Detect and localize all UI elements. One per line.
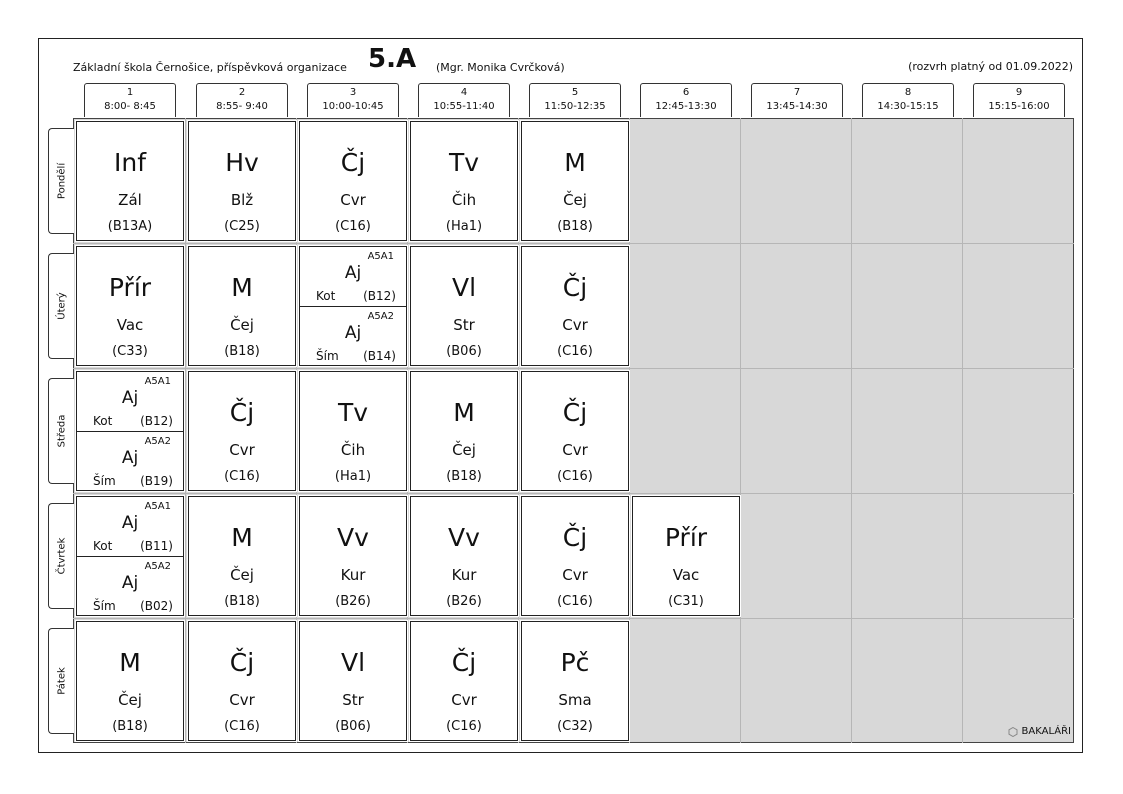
validity-note: (rozvrh platný od 01.09.2022) (908, 60, 1073, 73)
lesson-cell (188, 621, 296, 741)
lesson-cell (521, 246, 629, 366)
period-header-6 (640, 83, 732, 117)
period-number: 2 (238, 87, 246, 98)
room: (C31) (668, 594, 704, 609)
room: (C33) (112, 344, 148, 359)
period-time: 13:45-14:30 (766, 101, 828, 112)
grid-hline (73, 618, 1074, 619)
period-time: 10:55-11:40 (433, 101, 495, 112)
lesson-cell (632, 496, 740, 616)
teacher: Sma (558, 691, 592, 709)
group-lesson (77, 557, 183, 616)
school-name: Základní škola Černošice, příspěvková organizace (73, 61, 347, 74)
lesson-cell (410, 121, 518, 241)
period-number: 6 (682, 87, 690, 98)
period-number: 1 (126, 87, 134, 98)
teacher: Zál (118, 191, 142, 209)
teacher: Kot (93, 414, 113, 428)
subject: Vv (448, 523, 480, 552)
group-lesson (300, 247, 406, 307)
period-time: 10:00-10:45 (322, 101, 384, 112)
subject: Čj (451, 648, 477, 677)
lesson-cell (410, 496, 518, 616)
hexagon-icon (1008, 727, 1018, 737)
room: (C16) (557, 594, 593, 609)
day-name: Úterý (56, 292, 67, 320)
period-header-5 (529, 83, 621, 117)
grid-vline (740, 118, 741, 743)
class-title: 5.A (368, 44, 417, 74)
bakalari-logo (1008, 726, 1071, 737)
teacher: Cvr (451, 691, 477, 709)
period-header-4 (418, 83, 510, 117)
day-name: Středa (56, 414, 67, 448)
teacher: Kur (451, 566, 477, 584)
lesson-cell (299, 121, 407, 241)
room: (B18) (224, 344, 260, 359)
grid-hline (73, 493, 1074, 494)
period-header-9 (973, 83, 1065, 117)
subject: Vl (340, 648, 366, 677)
room: (Ha1) (334, 469, 372, 484)
period-time: 11:50-12:35 (544, 101, 606, 112)
room: (B13A) (107, 219, 153, 234)
lesson-cell (188, 121, 296, 241)
room: (C16) (224, 719, 260, 734)
teacher: Kur (340, 566, 366, 584)
subject: Tv (337, 398, 369, 427)
grid-vline (629, 118, 630, 743)
teacher: Čih (340, 441, 366, 459)
period-number: 9 (1015, 87, 1023, 98)
period-number: 5 (571, 87, 579, 98)
subject: Inf (113, 148, 147, 177)
grid-vline (518, 118, 519, 743)
group-lesson (77, 432, 183, 491)
subject: Čj (562, 398, 588, 427)
lesson-cell (299, 246, 407, 366)
room: (B19) (140, 474, 173, 488)
day-name: Čtvrtek (56, 537, 67, 575)
lesson-cell (410, 621, 518, 741)
lesson-cell (521, 121, 629, 241)
teacher: Čej (452, 441, 476, 459)
period-time: 8:55- 9:40 (216, 101, 268, 112)
subject: Aj (121, 513, 139, 533)
day-label-5 (48, 628, 74, 734)
room: (C25) (224, 219, 260, 234)
lesson-cell (76, 371, 184, 491)
period-number: 3 (349, 87, 357, 98)
teacher: Kot (93, 539, 113, 553)
teacher: Str (342, 691, 364, 709)
group-code: A5A2 (144, 436, 171, 447)
room: (B18) (557, 219, 593, 234)
logo-text: BAKALÁŘI (1021, 726, 1071, 737)
teacher: Vac (672, 566, 700, 584)
room: (B26) (446, 594, 482, 609)
lesson-cell (188, 496, 296, 616)
teacher: Cvr (562, 316, 588, 334)
room: (B14) (363, 349, 396, 363)
lesson-cell (299, 496, 407, 616)
room: (B18) (112, 719, 148, 734)
subject: Aj (344, 263, 362, 283)
room: (B06) (335, 719, 371, 734)
teacher: Kot (316, 289, 336, 303)
teacher: Cvr (562, 566, 588, 584)
lesson-cell (188, 371, 296, 491)
teacher: Čej (563, 191, 587, 209)
subject: Čj (562, 523, 588, 552)
teacher: Cvr (562, 441, 588, 459)
subject: M (453, 398, 475, 427)
room: (Ha1) (445, 219, 483, 234)
room: (B12) (140, 414, 173, 428)
subject: M (231, 273, 253, 302)
period-header-1 (84, 83, 176, 117)
teacher: Cvr (229, 691, 255, 709)
grid-vline (962, 118, 963, 743)
room: (B18) (446, 469, 482, 484)
subject: Čj (229, 648, 255, 677)
subject: Přír (108, 273, 152, 302)
period-number: 4 (460, 87, 468, 98)
period-time: 14:30-15:15 (877, 101, 939, 112)
room: (C16) (224, 469, 260, 484)
group-code: A5A1 (367, 251, 394, 262)
group-lesson (300, 307, 406, 366)
group-lesson (77, 372, 183, 432)
room: (B18) (224, 594, 260, 609)
group-code: A5A2 (367, 311, 394, 322)
teacher: Ším (93, 599, 116, 613)
day-label-1 (48, 128, 74, 234)
room: (B11) (140, 539, 173, 553)
group-code: A5A1 (144, 376, 171, 387)
lesson-cell (410, 371, 518, 491)
day-label-4 (48, 503, 74, 609)
period-time: 12:45-13:30 (655, 101, 717, 112)
lesson-cell (76, 496, 184, 616)
teacher: Čej (230, 566, 254, 584)
lesson-cell (76, 621, 184, 741)
grid-hline (73, 243, 1074, 244)
teacher: Ším (316, 349, 339, 363)
teacher: Ším (93, 474, 116, 488)
subject: Čj (562, 273, 588, 302)
group-code: A5A2 (144, 561, 171, 572)
subject: Aj (121, 573, 139, 593)
day-name: Pátek (56, 667, 67, 695)
room: (B06) (446, 344, 482, 359)
subject: Tv (448, 148, 480, 177)
period-time: 15:15-16:00 (988, 101, 1050, 112)
period-header-3 (307, 83, 399, 117)
subject: Aj (121, 448, 139, 468)
room: (C16) (557, 469, 593, 484)
subject: Čj (340, 148, 366, 177)
teacher: Čej (118, 691, 142, 709)
room: (B12) (363, 289, 396, 303)
lesson-cell (521, 371, 629, 491)
room: (C16) (335, 219, 371, 234)
group-code: A5A1 (144, 501, 171, 512)
period-number: 7 (793, 87, 801, 98)
grid-vline (185, 118, 186, 743)
period-header-8 (862, 83, 954, 117)
lesson-cell (188, 246, 296, 366)
room: (C16) (557, 344, 593, 359)
subject: Přír (664, 523, 708, 552)
room: (B26) (335, 594, 371, 609)
lesson-cell (410, 246, 518, 366)
teacher: Str (453, 316, 475, 334)
teacher: Vac (116, 316, 144, 334)
subject: Aj (121, 388, 139, 408)
grid-vline (407, 118, 408, 743)
period-header-2 (196, 83, 288, 117)
subject: Hv (225, 148, 259, 177)
teacher: Blž (230, 191, 254, 209)
subject: Pč (560, 648, 590, 677)
subject: Vv (337, 523, 369, 552)
class-teacher: (Mgr. Monika Cvrčková) (436, 61, 565, 74)
period-number: 8 (904, 87, 912, 98)
teacher: Čej (230, 316, 254, 334)
lesson-cell (76, 121, 184, 241)
room: (B02) (140, 599, 173, 613)
lesson-cell (299, 371, 407, 491)
subject: Vl (451, 273, 477, 302)
day-label-3 (48, 378, 74, 484)
lesson-cell (521, 496, 629, 616)
teacher: Cvr (229, 441, 255, 459)
grid-hline (73, 368, 1074, 369)
day-label-2 (48, 253, 74, 359)
grid-vline (296, 118, 297, 743)
period-time: 8:00- 8:45 (104, 101, 156, 112)
subject: M (231, 523, 253, 552)
group-lesson (77, 497, 183, 557)
subject: Čj (229, 398, 255, 427)
teacher: Cvr (340, 191, 366, 209)
lesson-cell (521, 621, 629, 741)
lesson-cell (299, 621, 407, 741)
grid-vline (851, 118, 852, 743)
subject: Aj (344, 323, 362, 343)
day-name: Pondělí (56, 162, 67, 200)
room: (C32) (557, 719, 593, 734)
room: (C16) (446, 719, 482, 734)
teacher: Čih (451, 191, 477, 209)
period-header-7 (751, 83, 843, 117)
subject: M (119, 648, 141, 677)
subject: M (564, 148, 586, 177)
lesson-cell (76, 246, 184, 366)
